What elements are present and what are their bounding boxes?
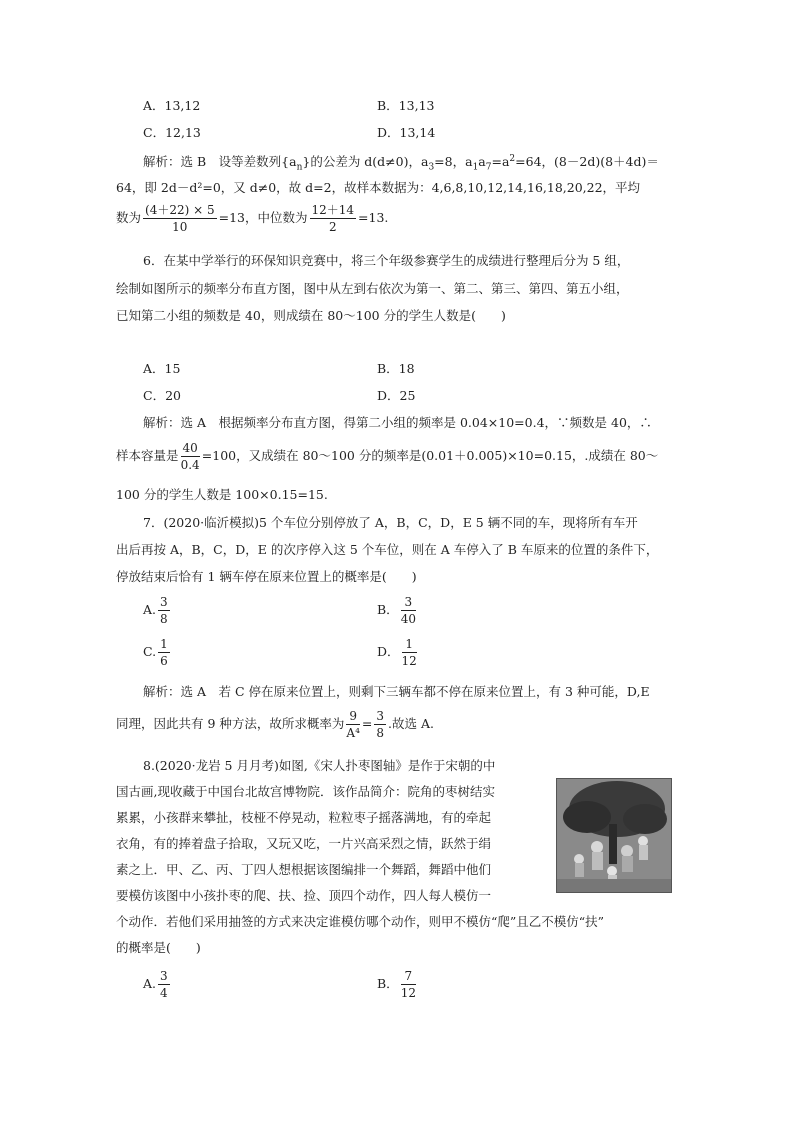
q8-option-b: B． $\frac{7}{12}$ bbox=[377, 969, 416, 1000]
q6-stem-line-1: 6．在某中学举行的环保知识竞赛中，将三个年级参赛学生的成绩进行整理后分为 5 组， bbox=[143, 253, 630, 268]
q8-stem-line-6: 要模仿该图中小孩扑枣的爬、扶、捡、顶四个动作，四人每人模仿一 bbox=[116, 888, 492, 903]
q5-option-b: B．13,13 bbox=[377, 98, 435, 113]
painting-image bbox=[556, 778, 672, 893]
q5-solution-line-3: 数为 $\frac{(4+22) \times 5}{10}$ =13，中位数为 $\frac{12+14}{2}$ =13. bbox=[116, 203, 389, 234]
q5-option-a: A．13,12 bbox=[143, 98, 201, 113]
q6-stem-line-2: 绘制如图所示的频率分布直方图，图中从左到右依次为第一、第二、第三、第四、第五小组， bbox=[116, 281, 629, 296]
q8-stem-line-4: 衣角，有的捧着盘子拾取，又玩又吃，一片兴高采烈之情，跃然于绢 bbox=[116, 836, 492, 851]
q5-solution-line-2: 64，即 2d－d²=0，又 d≠0，故 d=2，故样本数据为：4,6,8,10,12,14,16,18,20,22，平均 bbox=[116, 180, 641, 195]
q8-stem-line-8: 的概率是( ) bbox=[116, 940, 201, 955]
q7-option-d: D． $\frac{1}{12}$ bbox=[377, 637, 417, 668]
q5-option-d: D．13,14 bbox=[377, 125, 436, 140]
q7-stem-line-3: 停放结束后恰有 1 辆车停在原来位置上的概率是( ) bbox=[116, 569, 417, 584]
fraction: $\frac{(4+22) \times 5}{10}$ bbox=[145, 203, 215, 234]
q5-solution-line-1: 解析：选 B 设等差数列$\{a_n\}$的公差为 d(d≠0)，$a_3=8$，$a_1a_7=a^2=64$，(8－2d)(8＋4d)＝ bbox=[143, 154, 659, 173]
q7-option-b: B． $\frac{3}{40}$ bbox=[377, 595, 416, 626]
fraction: $\frac{40}{0.4}$ bbox=[180, 441, 200, 472]
q7-stem-line-1: 7．(2020·临沂模拟)5 个车位分别停放了 A，B，C，D，E 5 辆不同的车，现将所有车开 bbox=[143, 515, 638, 530]
q7-stem-line-2: 出后再按 A，B，C，D，E 的次序停入这 5 个车位，则在 A 车停入了 B 车原来的位置的条件下， bbox=[116, 542, 659, 557]
q6-option-b: B．18 bbox=[377, 361, 415, 376]
fraction: $\frac{3}{8}$ bbox=[376, 709, 385, 740]
q8-stem-line-1: 8.(2020·龙岩 5 月月考)如图,《宋人扑枣图轴》是作于宋朝的中 bbox=[143, 758, 496, 773]
q8-option-a: A. $\frac{3}{4}$ bbox=[143, 969, 168, 1000]
q8-stem-line-5: 素之上．甲、乙、丙、丁四人想根据该图编排一个舞蹈，舞蹈中他们 bbox=[116, 862, 492, 877]
q8-stem-line-3: 累累，小孩群来攀扯，枝桠不停晃动，粒粒枣子摇落满地，有的牵起 bbox=[116, 810, 492, 825]
fraction: $\frac{12+14}{2}$ bbox=[311, 203, 355, 234]
q6-option-d: D．25 bbox=[377, 388, 416, 403]
q6-option-c: C．20 bbox=[143, 388, 181, 403]
q6-solution-line-2: 样本容量是 $\frac{40}{0.4}$ =100，又成绩在 80～100 分的频率是(0.01＋0.005)×10=0.15，.成绩在 80～ bbox=[116, 441, 659, 472]
q6-option-a: A．15 bbox=[143, 361, 181, 376]
q8-stem-line-2: 国古画,现收藏于中国台北故宫博物院．该作品简介：院角的枣树结实 bbox=[116, 784, 495, 799]
q7-option-a: A. $\frac{3}{8}$ bbox=[143, 595, 168, 626]
q6-solution-line-3: 100 分的学生人数是 100×0.15=15. bbox=[116, 487, 328, 502]
q7-solution-line-2: 同理，因此共有 9 种方法，故所求概率为 $\frac{9}{\text{A⁴}}$ = $\frac{3}{8}$ .故选 A. bbox=[116, 709, 434, 740]
q5-option-c: C．12,13 bbox=[143, 125, 201, 140]
q6-solution-line-1: 解析：选 A 根据频率分布直方图，得第二小组的频率是 0.04×10=0.4，∵频数是 40，∴ bbox=[143, 415, 652, 430]
q7-option-c: C. $\frac{1}{6}$ bbox=[143, 637, 168, 668]
q6-stem-line-3: 已知第二小组的频数是 40，则成绩在 80～100 分的学生人数是( ) bbox=[116, 308, 506, 323]
q7-solution-line-1: 解析：选 A 若 C 停在原来位置上，则剩下三辆车都不停在原来位置上，有 3 种可能，D,E bbox=[143, 684, 650, 699]
q8-stem-line-7: 个动作．若他们采用抽签的方式来决定谁模仿哪个动作，则甲不模仿“爬”且乙不模仿“扶” bbox=[116, 914, 605, 929]
fraction: $\frac{9}{\text{A⁴}}$ bbox=[346, 709, 360, 740]
